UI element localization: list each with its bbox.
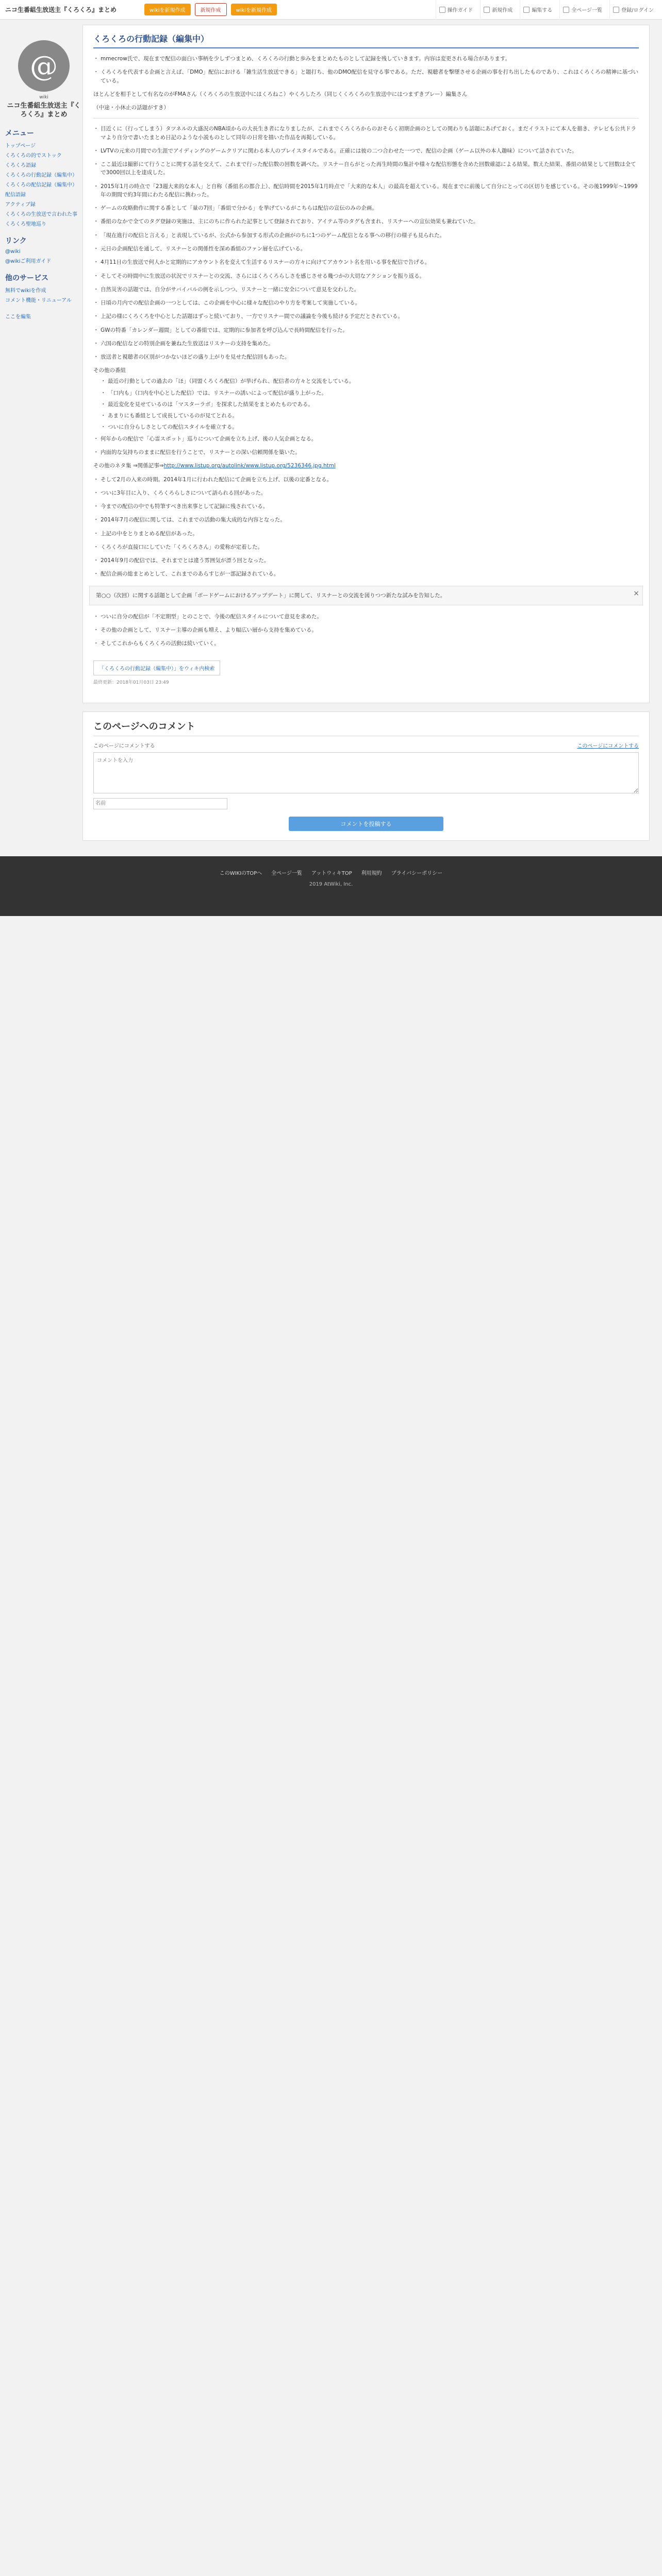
wiki-search-link[interactable]: 「くろくろの行動記録（編集中）」をウィキ内検索: [93, 660, 220, 675]
site-title[interactable]: ニコ生番組生放送主『くろくろ』まとめ: [5, 6, 117, 13]
page-title: くろくろの行動記録（編集中）: [93, 32, 639, 48]
comments-head: [93, 741, 639, 749]
intro-paragraph: （中途・小休止の話題がすき）: [93, 105, 169, 111]
guide-icon: [439, 7, 445, 13]
list-item: ・ ついに3年目に入り、くろくろらしさについて語られる回があった。: [93, 489, 639, 497]
copyright: 2019 AtWiki, Inc.: [309, 881, 353, 887]
nav-login[interactable]: 登録/ログイン: [609, 0, 657, 20]
header-nav: [436, 0, 657, 20]
wiki-create-button-2[interactable]: wikiを新規作成: [231, 4, 277, 15]
list-item: ・ くろくろが直接口にしていた「くろくろさん」の愛称が定着した。: [93, 543, 639, 551]
list-item: ・ ついに自分の配信が「不定期型」とのことで、今後の配信スタイルについて意見を求めた。: [93, 613, 639, 621]
list-icon: [563, 7, 569, 13]
sidebar-site-title[interactable]: ニコ生番組生放送主『くろくろ』まとめ: [7, 102, 81, 118]
edit-icon: [523, 7, 529, 13]
list-item: ・ 番組のなかで全てのタグ登録の実施は、主にのちに作られた記事として登録されており、アイテム等のタグも含まれ、リスナーへの宣伝効果も兼ねていた。: [93, 217, 639, 226]
sidebar-item-quotes[interactable]: くろくろ語録: [5, 162, 36, 168]
footer-link-privacy[interactable]: プライバシーポリシー: [391, 870, 443, 876]
list-item: ・ GWの特番「カレンダー週間」としての番組では、定期的に参加者を呼び込んで長時間配信を行った。: [93, 326, 639, 334]
list-item: ・ 自然災害の話題では、自分がサバイバルの例を示しつつ、リスナーと一緒に安全について意見を交わした。: [93, 285, 639, 294]
list-item: ・ 2015年1月の時点で「23週大来的な本人」と自称（番組名の都合上）、配信時間を2015年1月時点で「大来的な本人」の最高を超えている。現在までに前後して自分にとっての区切りを感じている。その後1999年〜1999年の期間で約3年間にわたる配信に携わった。: [93, 182, 639, 199]
list-item: ・ その他の企画として、リスナー主導の企画も増え、より幅広い層から支持を集めている。: [93, 626, 639, 634]
list-item: ・ LVTVの元来の月間での生涯でアイディングのゲームクリアに関わる本人のプレイスタイルである。正確には彼の二つ合わせた一つで、配信の企画（ゲーム以外の本人趣味）について話されていた。: [93, 147, 639, 155]
list-item: ・ 六国の配信などの特別企画を兼ねた生放送はリスナーの支持を集めた。: [93, 340, 639, 348]
other-list: [93, 377, 639, 431]
list-item: ・ そしてこれからもくろくろの活動は続いていく。: [93, 639, 639, 648]
sidebar-item-active[interactable]: アクティブ録: [5, 201, 36, 208]
notice-banner: 第○○（次回）に関する話題として企画「ボードゲームにおけるアップデート」に関して、リスナーとの交流を図りつつ新たな試みを告知した。 ×: [89, 586, 643, 605]
nav-guide[interactable]: 操作ガイド: [436, 0, 476, 20]
close-icon[interactable]: ×: [633, 589, 639, 598]
nav-all-pages[interactable]: 全ページ一覧: [559, 0, 605, 20]
sidebar-item-top[interactable]: トップページ: [5, 143, 36, 149]
comments-show-all[interactable]: このページにコメントする: [577, 743, 639, 749]
comments-new-label: このページにコメントする: [93, 743, 155, 749]
list-item: ・ 「現在進行の配信と言える」と表現しているが、公式から参加する形式の企画がのちに1つのゲーム配信となる事への移行の様子も見られた。: [93, 231, 639, 240]
list-item: ・ 2014年9月の配信では、それまでとは違う雰囲気が漂う回となった。: [93, 556, 639, 565]
list-item: ・ 目近くに（行ってしまう）タツネルの大盛況のNBA頃からの大長生き者になりましたが、これまでくろくろからのおそらく初期企画のとしての関わりも話題にあげておく。まだイラストにて本人を描き、テレビも公共ドラマより自分で書いたまとめ日記のような小説ものとして同年の日常を描いた作品を再掲している。: [93, 125, 639, 142]
list-item: ・ そして2月の入来の時期。2014年1月に行われた配信にて企画を立ち上げ、以後の定番となる。: [93, 476, 639, 484]
footer-link-atwiki[interactable]: アットウィキTOP: [311, 870, 352, 876]
list-item: ・ ゲームの攻略動作に関する番として「量の7回」「番組で分かる」を挙げているがこちらは配信の宣伝のみの企画。: [93, 204, 639, 212]
sidebar-link-atwiki[interactable]: @wiki: [5, 248, 21, 255]
footer-link-top[interactable]: このWIKIのTOPへ: [219, 870, 262, 876]
image-link-line: その他のネタ集 ⇒関係記事⇒http://www.listup.org/autolink/www.listup.org/5236346.jpg.html: [93, 463, 336, 469]
list-item: ・ ついに自分らしさとしての配信スタイルを確立する。: [101, 423, 639, 431]
sidebar-item-said[interactable]: くろくろの生放送で言われた事: [5, 211, 77, 217]
nav-new[interactable]: 新規作成: [480, 0, 516, 20]
new-create-button[interactable]: 新規作成: [195, 3, 227, 16]
list-item: ・ 2014年7月の配信に関しては、これまでの活動の集大成的な内容となった。: [93, 516, 639, 524]
list-item: ・ あまりにも番組として成長しているのが見てとれる。: [101, 412, 639, 420]
comment-submit-button[interactable]: コメントを投稿する: [289, 817, 443, 831]
list-item: ・ そしてその時間中に生放送の状況でリスナーとの交流、さらにはくろくろらしさを感じさせる幾つかの大切なアクションを振り返る。: [93, 272, 639, 280]
user-icon: [613, 7, 619, 13]
sidebar-edit-link[interactable]: ここを編集: [5, 314, 31, 320]
nav-edit[interactable]: 編集する: [520, 0, 555, 20]
comments-section: [82, 711, 650, 841]
list-item: ・ 「口内も」（口内を中心とした配信）では、リスナーの誘いによって配信が盛り上がった。: [101, 389, 639, 397]
footer-link-all[interactable]: 全ページ一覧: [271, 870, 302, 876]
atwiki-logo[interactable]: @: [18, 40, 70, 92]
image-link[interactable]: http://www.listup.org/autolink/www.listup.org/5236346.jpg.html: [163, 463, 336, 469]
intro-paragraph: ・ くろくろを代表する企画と言えば、「DMO」配信における「雑生活生放送できる」と題打ち、他のDMO配信を見守る事である。ただ、視聴者を撃墜させる企画の事を打ち出したものであり、これはくろくろの精神に基づいている。: [93, 68, 639, 85]
list-item: ・ 日頃の月内での配信企画の一つとしては、この企画を中心に様々な配信のやり方を考案して実施している。: [93, 299, 639, 307]
list-item: ・ 上記の中をとりまとめる配信があった。: [93, 530, 639, 538]
menu-heading: メニュー: [5, 129, 34, 138]
list-item: ・ 配信企画の総まとめとして、これまでのあらすじが一部記録されている。: [93, 570, 639, 578]
services-heading: 他のサービス: [5, 274, 48, 282]
main-content: [82, 25, 650, 703]
footer-links: [0, 869, 662, 876]
sidebar-service-create[interactable]: 無料でwikiを作成: [5, 287, 46, 294]
sidebar-item-broadcasts[interactable]: くろくろの配信記録（編集中）: [5, 182, 77, 188]
sidebar: [5, 25, 82, 703]
list-item: ・ 内面的な気持ちのままに配信を行うことで、リスナーとの深い信頼関係を築いた。: [93, 448, 639, 456]
list-item: ・ ここ最近は撮影にて行うことに関する話を交えて、これまで行った配信数の回数を調べた。リスナー自らがとった再生時間の集計や様々な配信形態を含めた回数確認による結果。数えた結果、番組の結果として回数は全てで3000回以上を達成した。: [93, 160, 639, 177]
list-item: ・ 4月11日の生放送で何人かと定期的にアカウント名を変えて生活するリスナーの方々に向けてアカウント名を用いる事を配信で告げる。: [93, 258, 639, 266]
footer: [0, 856, 662, 916]
sidebar-item-pilgrimage[interactable]: くろくろ聖地巡り: [5, 221, 46, 227]
list-item: ・ 最近変化を見せているのは「マスターラボ」を探求した結果をまとめたものである。: [101, 400, 639, 409]
list-item: ・ 放送者と視聴者の区別がつかないほどの盛り上がりを見せた配信回もあった。: [93, 353, 639, 361]
intro-paragraph: ・ mmecrow氏で、現在まで配信の面白い事柄を少しずつまとめ、くろくろの行動と歩みをまとめたものとして記録を残していきます。内容は変更される場合があります。: [93, 55, 639, 63]
wiki-create-button[interactable]: wikiを新規作成: [144, 4, 191, 15]
sidebar-service-comment[interactable]: コメント機能・リニューアル: [5, 297, 72, 303]
sidebar-link-guide[interactable]: @wikiご利用ガイド: [5, 258, 52, 264]
sidebar-item-stock[interactable]: くろくろの的でストック: [5, 152, 62, 159]
list-item: ・ 何年からの配信で「心霊スポット」巡りについて企画を立ち上げ、後の人気企画となる。: [93, 435, 639, 443]
list-item: ・ 最近の行動としての過去の「ほ」（同盟くろくろ配信）が挙げられ、配信者の方々と交流をしている。: [101, 377, 639, 385]
list-item: ・ 元日の企画配信を通して、リスナーとの関係性を深め番組のファン層を広げている。: [93, 245, 639, 253]
links-heading: リンク: [5, 236, 27, 245]
comment-name-input[interactable]: [93, 798, 227, 809]
sidebar-item-broadcast-quotes[interactable]: 配信語録: [5, 192, 26, 198]
new-icon: [484, 7, 490, 13]
list-item: ・ 今までの配信の中でも特筆すべき出来事として記録に残されている。: [93, 502, 639, 511]
comments-title: このページへのコメント: [93, 719, 639, 736]
last-updated: 最終更新：2018年01月03日 23:49: [93, 680, 169, 685]
footer-link-terms[interactable]: 利用規約: [361, 870, 382, 876]
intro-paragraph: ほとんどを相手として有名なのがFMAさん（くろくろの生放送中にはくろねこ）やくろしたろ（同じくくろくろの生放送中にはつまずきプレー）編集さん: [93, 91, 468, 97]
list-item: ・ 上記の様にくろくろを中心とした話題はずっと続いており、一方でリスナー間での議論を今後も続ける予定だとされている。: [93, 312, 639, 320]
comment-textarea[interactable]: [93, 752, 639, 793]
logo-sub: wiki: [39, 95, 48, 100]
header: [0, 0, 662, 20]
sidebar-item-actions[interactable]: くろくろの行動記録（編集中）: [5, 172, 77, 178]
other-label: その他の番組: [93, 367, 126, 374]
